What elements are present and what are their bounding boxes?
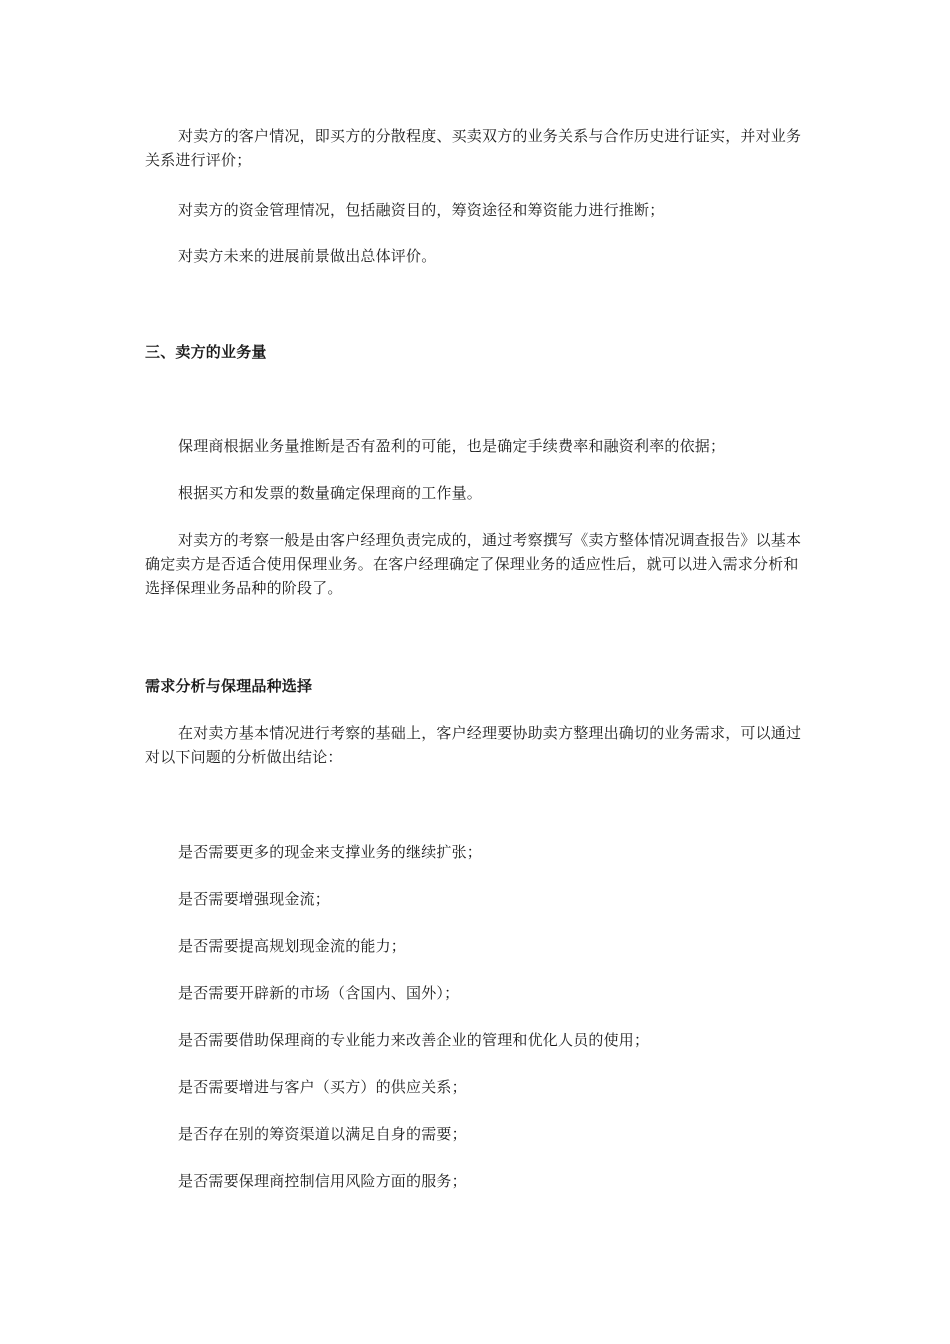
section-3-paragraph-2: 根据买方和发票的数量确定保理商的工作量。 [178,484,483,502]
section-3-title: 三、卖方的业务量 [145,343,267,361]
needs-question-3: 是否需要提高规划现金流的能力； [178,937,407,955]
intro-paragraph-1: 对卖方的客户情况，即买方的分散程度、买卖双方的业务关系与合作历史进行证实，并对业务关系进行评价； [145,127,802,169]
needs-question-4: 是否需要开辟新的市场（含国内、国外）； [178,984,460,1002]
needs-question-2: 是否需要增强现金流； [178,890,331,908]
intro-paragraph-2: 对卖方的资金管理情况，包括融资目的，筹资途径和筹资能力进行推断； [178,201,665,219]
section-3-paragraph-3: 对卖方的考察一般是由客户经理负责完成的，通过考察撰写《卖方整体情况调查报告》以基本确定卖方是否适合使用保理业务。在客户经理确定了保理业务的适应性后，就可以进入需求分析和选择保理业务品种的阶段了。 [145,531,802,597]
needs-question-1: 是否需要更多的现金来支撑业务的继续扩张； [178,843,483,861]
needs-question-5: 是否需要借助保理商的专业能力来改善企业的管理和优化人员的使用； [178,1031,650,1049]
needs-question-6: 是否需要增进与客户（买方）的供应关系； [178,1078,467,1096]
section-3-paragraph-1: 保理商根据业务量推断是否有盈利的可能，也是确定手续费率和融资利率的依据； [178,437,726,455]
needs-question-8: 是否需要保理商控制信用风险方面的服务； [178,1172,467,1190]
needs-section-title: 需求分析与保理品种选择 [145,677,313,695]
intro-paragraph-3: 对卖方未来的进展前景做出总体评价。 [178,247,437,265]
needs-question-7: 是否存在别的筹资渠道以满足自身的需要； [178,1125,467,1143]
needs-intro-paragraph: 在对卖方基本情况进行考察的基础上，客户经理要协助卖方整理出确切的业务需求，可以通过对以下问题的分析做出结论： [145,724,802,766]
